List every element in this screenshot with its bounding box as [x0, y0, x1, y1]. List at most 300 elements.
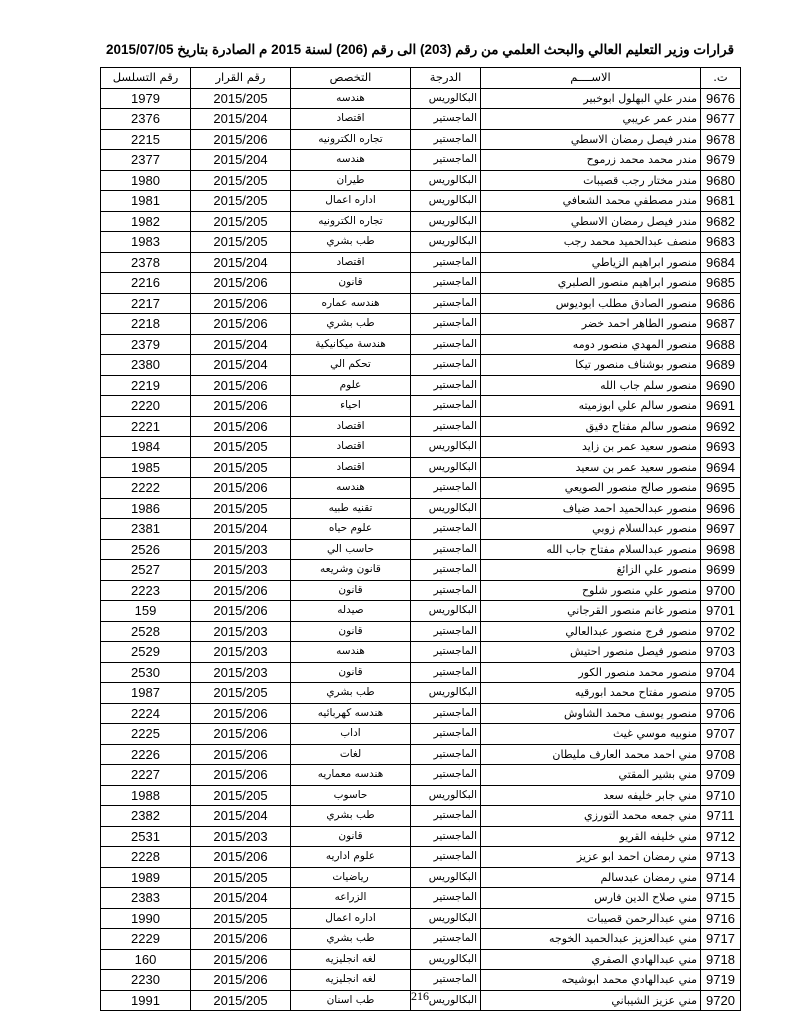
row-decision-number: 2015/206	[191, 703, 291, 724]
row-degree: الماجستير	[411, 150, 481, 171]
table-row	[101, 703, 741, 724]
row-specialty: اقتصاد	[291, 416, 411, 437]
row-serial-number: 1986	[101, 498, 191, 519]
table-row	[101, 642, 741, 663]
row-decision-number: 2015/205	[191, 867, 291, 888]
table-row	[101, 806, 741, 827]
row-serial-number: 2376	[101, 109, 191, 130]
row-name: منصور سالم مفتاح دقيق	[481, 416, 701, 437]
row-degree: الماجستير	[411, 396, 481, 417]
row-name: منصور عبدالسلام مفتاح جاب الله	[481, 539, 701, 560]
table-row	[101, 355, 741, 376]
table-row	[101, 929, 741, 950]
table-row	[101, 826, 741, 847]
row-degree: الماجستير	[411, 765, 481, 786]
row-number: 9693	[701, 437, 741, 458]
row-decision-number: 2015/206	[191, 744, 291, 765]
row-serial-number: 2222	[101, 478, 191, 499]
row-degree: البكالوريس	[411, 498, 481, 519]
row-decision-number: 2015/205	[191, 191, 291, 212]
row-decision-number: 2015/205	[191, 437, 291, 458]
table-row	[101, 601, 741, 622]
row-serial-number: 2529	[101, 642, 191, 663]
row-degree: الماجستير	[411, 703, 481, 724]
row-serial-number: 1989	[101, 867, 191, 888]
row-serial-number: 1980	[101, 170, 191, 191]
row-name: مني جابر خليفه سعد	[481, 785, 701, 806]
row-serial-number: 2377	[101, 150, 191, 171]
row-specialty: لغه انجليزيه	[291, 949, 411, 970]
row-specialty: اداب	[291, 724, 411, 745]
row-degree: الماجستير	[411, 252, 481, 273]
row-serial-number: 2225	[101, 724, 191, 745]
row-name: منصور سعيد عمر بن زايد	[481, 437, 701, 458]
row-decision-number: 2015/206	[191, 396, 291, 417]
row-serial-number: 2220	[101, 396, 191, 417]
row-decision-number: 2015/204	[191, 109, 291, 130]
row-name: منصور بوشناف منصور تيكا	[481, 355, 701, 376]
row-serial-number: 159	[101, 601, 191, 622]
table-row	[101, 478, 741, 499]
row-number: 9717	[701, 929, 741, 950]
row-decision-number: 2015/206	[191, 273, 291, 294]
row-name: منصور غانم منصور القرجاني	[481, 601, 701, 622]
row-serial-number: 1982	[101, 211, 191, 232]
row-number: 9719	[701, 970, 741, 991]
row-degree: الماجستير	[411, 109, 481, 130]
row-decision-number: 2015/206	[191, 970, 291, 991]
row-serial-number: 1988	[101, 785, 191, 806]
row-name: مني احمد محمد العارف مليطان	[481, 744, 701, 765]
row-number: 9702	[701, 621, 741, 642]
table-row	[101, 765, 741, 786]
decisions-table	[100, 67, 741, 1011]
table-row	[101, 416, 741, 437]
row-number: 9681	[701, 191, 741, 212]
row-number: 9694	[701, 457, 741, 478]
row-serial-number: 2227	[101, 765, 191, 786]
row-decision-number: 2015/206	[191, 129, 291, 150]
row-specialty: هندسه	[291, 150, 411, 171]
row-serial-number: 2379	[101, 334, 191, 355]
row-name: مني صلاح الدين فارس	[481, 888, 701, 909]
row-decision-number: 2015/206	[191, 929, 291, 950]
row-decision-number: 2015/205	[191, 232, 291, 253]
row-name: مندر علي البهلول ابوخبير	[481, 88, 701, 109]
row-specialty: علوم حياه	[291, 519, 411, 540]
table-header-row	[101, 68, 741, 89]
row-number: 9677	[701, 109, 741, 130]
table-row	[101, 539, 741, 560]
row-specialty: هندسه كهربائيه	[291, 703, 411, 724]
row-decision-number: 2015/206	[191, 724, 291, 745]
row-specialty: طب بشري	[291, 806, 411, 827]
row-degree: البكالوريس	[411, 88, 481, 109]
row-name: منصور فيصل منصور احتيش	[481, 642, 701, 663]
row-degree: الماجستير	[411, 662, 481, 683]
row-specialty: تحكم الي	[291, 355, 411, 376]
row-decision-number: 2015/206	[191, 949, 291, 970]
row-degree: البكالوريس	[411, 191, 481, 212]
row-serial-number: 2380	[101, 355, 191, 376]
row-serial-number: 2530	[101, 662, 191, 683]
row-degree: الماجستير	[411, 929, 481, 950]
row-degree: الماجستير	[411, 478, 481, 499]
row-number: 9699	[701, 560, 741, 581]
row-degree: البكالوريس	[411, 908, 481, 929]
table-row	[101, 847, 741, 868]
row-number: 9705	[701, 683, 741, 704]
row-degree: الماجستير	[411, 375, 481, 396]
row-name: منصور فرج منصور عبدالعالي	[481, 621, 701, 642]
table-row	[101, 888, 741, 909]
row-name: منصور محمد منصور الكور	[481, 662, 701, 683]
table-row	[101, 129, 741, 150]
row-specialty: اقتصاد	[291, 252, 411, 273]
row-number: 9713	[701, 847, 741, 868]
page-number: 216	[411, 989, 429, 1003]
row-name: منصور يوسف محمد الشاوش	[481, 703, 701, 724]
table-row	[101, 150, 741, 171]
row-decision-number: 2015/205	[191, 498, 291, 519]
row-serial-number: 2223	[101, 580, 191, 601]
row-name: منصف عبدالحميد محمد رجب	[481, 232, 701, 253]
row-degree: الماجستير	[411, 970, 481, 991]
table-row	[101, 334, 741, 355]
row-decision-number: 2015/204	[191, 355, 291, 376]
row-specialty: قانون	[291, 621, 411, 642]
row-degree: الماجستير	[411, 806, 481, 827]
table-row	[101, 375, 741, 396]
row-number: 9712	[701, 826, 741, 847]
row-number: 9687	[701, 314, 741, 335]
row-specialty: هندسه عماره	[291, 293, 411, 314]
row-specialty: قانون	[291, 826, 411, 847]
row-decision-number: 2015/205	[191, 990, 291, 1011]
row-name: مني جمعه محمد التورزي	[481, 806, 701, 827]
row-name: مندر محمد محمد زرموح	[481, 150, 701, 171]
row-number: 9718	[701, 949, 741, 970]
row-decision-number: 2015/206	[191, 375, 291, 396]
table-row	[101, 580, 741, 601]
row-decision-number: 2015/206	[191, 765, 291, 786]
row-serial-number: 2528	[101, 621, 191, 642]
row-number: 9708	[701, 744, 741, 765]
row-serial-number: 1984	[101, 437, 191, 458]
row-name: منصور علي منصور شلوح	[481, 580, 701, 601]
row-degree: الماجستير	[411, 355, 481, 376]
row-name: مني عبدالرحمن قصيبات	[481, 908, 701, 929]
row-degree: الماجستير	[411, 826, 481, 847]
row-degree: البكالوريس	[411, 785, 481, 806]
table-row	[101, 683, 741, 704]
row-name: مني بشير المقتي	[481, 765, 701, 786]
row-decision-number: 2015/206	[191, 847, 291, 868]
row-number: 9703	[701, 642, 741, 663]
row-serial-number: 2526	[101, 539, 191, 560]
table-row	[101, 457, 741, 478]
table-row	[101, 437, 741, 458]
row-serial-number: 2229	[101, 929, 191, 950]
row-degree: الماجستير	[411, 580, 481, 601]
row-specialty: احياء	[291, 396, 411, 417]
row-specialty: اداره اعمال	[291, 191, 411, 212]
row-degree: البكالوريس	[411, 232, 481, 253]
table-row	[101, 170, 741, 191]
row-name: منصور سعيد عمر بن سعيد	[481, 457, 701, 478]
row-number: 9682	[701, 211, 741, 232]
row-specialty: قانون	[291, 273, 411, 294]
row-decision-number: 2015/204	[191, 519, 291, 540]
table-row	[101, 785, 741, 806]
row-specialty: حاسب الي	[291, 539, 411, 560]
row-specialty: اقتصاد	[291, 109, 411, 130]
row-number: 9695	[701, 478, 741, 499]
row-degree: الماجستير	[411, 539, 481, 560]
row-serial-number: 1987	[101, 683, 191, 704]
row-name: منصور مفتاح محمد ابورقيه	[481, 683, 701, 704]
row-degree: البكالوريس	[411, 683, 481, 704]
row-number: 9685	[701, 273, 741, 294]
row-decision-number: 2015/204	[191, 252, 291, 273]
header-degree: الدرجة	[411, 68, 481, 89]
row-serial-number: 2228	[101, 847, 191, 868]
row-specialty: هندسه	[291, 642, 411, 663]
row-degree: الماجستير	[411, 129, 481, 150]
row-decision-number: 2015/203	[191, 539, 291, 560]
row-name: مندر مختار رجب قصيبات	[481, 170, 701, 191]
row-number: 9680	[701, 170, 741, 191]
row-decision-number: 2015/206	[191, 416, 291, 437]
row-degree: البكالوريس	[411, 437, 481, 458]
row-number: 9704	[701, 662, 741, 683]
row-decision-number: 2015/204	[191, 334, 291, 355]
row-specialty: تقنيه طبيه	[291, 498, 411, 519]
row-specialty: تجاره الكترونيه	[291, 129, 411, 150]
row-serial-number: 2221	[101, 416, 191, 437]
row-name: منصور صالح منصور الصويعي	[481, 478, 701, 499]
row-number: 9688	[701, 334, 741, 355]
row-specialty: طب اسنان	[291, 990, 411, 1011]
row-name: منصور ابراهيم الزياطي	[481, 252, 701, 273]
row-specialty: هندسه	[291, 478, 411, 499]
table-row	[101, 232, 741, 253]
row-number: 9679	[701, 150, 741, 171]
row-serial-number: 2218	[101, 314, 191, 335]
row-number: 9698	[701, 539, 741, 560]
row-number: 9706	[701, 703, 741, 724]
row-specialty: حاسوب	[291, 785, 411, 806]
row-degree: البكالوريس	[411, 867, 481, 888]
row-degree: الماجستير	[411, 642, 481, 663]
row-name: مندر فيصل رمضان الاسطي	[481, 129, 701, 150]
row-number: 9710	[701, 785, 741, 806]
row-serial-number: 2216	[101, 273, 191, 294]
row-degree: الماجستير	[411, 724, 481, 745]
row-serial-number: 2527	[101, 560, 191, 581]
row-specialty: طب بشري	[291, 929, 411, 950]
row-number: 9701	[701, 601, 741, 622]
row-decision-number: 2015/206	[191, 580, 291, 601]
row-specialty: طب بشري	[291, 683, 411, 704]
row-decision-number: 2015/206	[191, 601, 291, 622]
row-degree: البكالوريس	[411, 211, 481, 232]
table-row	[101, 560, 741, 581]
row-specialty: هندسه معماريه	[291, 765, 411, 786]
row-degree: الماجستير	[411, 293, 481, 314]
row-serial-number: 2382	[101, 806, 191, 827]
row-serial-number: 160	[101, 949, 191, 970]
row-specialty: طب بشري	[291, 232, 411, 253]
row-degree: الماجستير	[411, 314, 481, 335]
row-specialty: اقتصاد	[291, 437, 411, 458]
row-decision-number: 2015/205	[191, 908, 291, 929]
row-degree: البكالوريس	[411, 457, 481, 478]
row-number: 9707	[701, 724, 741, 745]
row-number: 9676	[701, 88, 741, 109]
row-specialty: قانون	[291, 580, 411, 601]
table-row	[101, 724, 741, 745]
row-serial-number: 1981	[101, 191, 191, 212]
row-serial-number: 1991	[101, 990, 191, 1011]
row-serial-number: 2531	[101, 826, 191, 847]
row-name: مندر فيصل رمضان الاسطي	[481, 211, 701, 232]
header-serial: رقم التسلسل	[101, 68, 191, 89]
row-specialty: هندسة ميكانيكية	[291, 334, 411, 355]
row-degree: البكالوريس	[411, 990, 481, 1011]
table-row	[101, 867, 741, 888]
row-number: 9678	[701, 129, 741, 150]
row-name: مني رمضان احمد ابو عزيز	[481, 847, 701, 868]
row-serial-number: 2219	[101, 375, 191, 396]
table-row	[101, 396, 741, 417]
row-name: مني خليفه القريو	[481, 826, 701, 847]
table-row	[101, 970, 741, 991]
header-name: الاســــم	[481, 68, 701, 89]
row-number: 9716	[701, 908, 741, 929]
row-number: 9720	[701, 990, 741, 1011]
row-specialty: علوم اداريه	[291, 847, 411, 868]
row-name: مندر عمر عريبي	[481, 109, 701, 130]
row-serial-number: 2383	[101, 888, 191, 909]
row-number: 9683	[701, 232, 741, 253]
row-degree: الماجستير	[411, 273, 481, 294]
row-name: منصور عبدالحميد احمد ضياف	[481, 498, 701, 519]
row-number: 9711	[701, 806, 741, 827]
row-serial-number: 2378	[101, 252, 191, 273]
table-row	[101, 949, 741, 970]
row-decision-number: 2015/203	[191, 642, 291, 663]
row-name: منصور الصادق مطلب ابوديوس	[481, 293, 701, 314]
row-degree: الماجستير	[411, 744, 481, 765]
row-decision-number: 2015/205	[191, 88, 291, 109]
table-row	[101, 908, 741, 929]
row-number: 9696	[701, 498, 741, 519]
row-specialty: طيران	[291, 170, 411, 191]
table-row	[101, 252, 741, 273]
row-specialty: لغات	[291, 744, 411, 765]
row-name: مني عبدالهادي محمد ابوشيحه	[481, 970, 701, 991]
table-row	[101, 211, 741, 232]
row-number: 9690	[701, 375, 741, 396]
row-decision-number: 2015/203	[191, 826, 291, 847]
row-serial-number: 1983	[101, 232, 191, 253]
document-title: قرارات وزير التعليم العالي والبحث العلمي من رقم (203) الى رقم (206) لسنة 2015 م الصادرة بتاريخ 2015/07/05	[105, 42, 735, 57]
table-row	[101, 109, 741, 130]
row-degree: الماجستير	[411, 847, 481, 868]
row-degree: الماجستير	[411, 334, 481, 355]
row-degree: البكالوريس	[411, 949, 481, 970]
row-decision-number: 2015/205	[191, 170, 291, 191]
row-name: منصور المهدي منصور دومه	[481, 334, 701, 355]
row-serial-number: 2226	[101, 744, 191, 765]
row-decision-number: 2015/204	[191, 806, 291, 827]
row-decision-number: 2015/203	[191, 560, 291, 581]
row-name: مني عزيز الشيباني	[481, 990, 701, 1011]
row-specialty: تجاره الكترونيه	[291, 211, 411, 232]
header-specialty: التخصص	[291, 68, 411, 89]
row-serial-number: 2230	[101, 970, 191, 991]
row-decision-number: 2015/203	[191, 621, 291, 642]
table-row	[101, 498, 741, 519]
table-row	[101, 314, 741, 335]
header-num: ت.	[701, 68, 741, 89]
row-decision-number: 2015/205	[191, 457, 291, 478]
table-row	[101, 88, 741, 109]
row-decision-number: 2015/204	[191, 150, 291, 171]
row-number: 9686	[701, 293, 741, 314]
table-row	[101, 662, 741, 683]
table-row	[101, 273, 741, 294]
row-specialty: قانون	[291, 662, 411, 683]
row-serial-number: 2217	[101, 293, 191, 314]
row-degree: الماجستير	[411, 416, 481, 437]
row-number: 9692	[701, 416, 741, 437]
row-name: منصور ابراهيم منصور الصلبري	[481, 273, 701, 294]
row-name: مندر مصطفي محمد الشعافي	[481, 191, 701, 212]
row-degree: الماجستير	[411, 519, 481, 540]
row-degree: الماجستير	[411, 560, 481, 581]
row-degree: الماجستير	[411, 621, 481, 642]
row-specialty: قانون وشريعه	[291, 560, 411, 581]
row-number: 9697	[701, 519, 741, 540]
row-name: منصور علي الزائغ	[481, 560, 701, 581]
row-serial-number: 1979	[101, 88, 191, 109]
row-decision-number: 2015/203	[191, 662, 291, 683]
row-decision-number: 2015/204	[191, 888, 291, 909]
row-specialty: اداره اعمال	[291, 908, 411, 929]
row-specialty: اقتصاد	[291, 457, 411, 478]
row-number: 9714	[701, 867, 741, 888]
row-degree: البكالوريس	[411, 601, 481, 622]
row-degree: البكالوريس	[411, 170, 481, 191]
table-body	[101, 88, 741, 1011]
row-specialty: الزراعه	[291, 888, 411, 909]
row-name: منوبيه موسي غيث	[481, 724, 701, 745]
row-name: مني عبدالعزيز عبدالحميد الخوجه	[481, 929, 701, 950]
row-name: منصور الطاهر احمد خضر	[481, 314, 701, 335]
table-row	[101, 621, 741, 642]
row-name: منصور سلم جاب الله	[481, 375, 701, 396]
row-serial-number: 2224	[101, 703, 191, 724]
row-specialty: علوم	[291, 375, 411, 396]
row-serial-number: 2215	[101, 129, 191, 150]
row-specialty: لغه انجليزيه	[291, 970, 411, 991]
table-row	[101, 744, 741, 765]
header-decision: رقم القرار	[191, 68, 291, 89]
row-specialty: رياضيات	[291, 867, 411, 888]
row-specialty: طب بشري	[291, 314, 411, 335]
